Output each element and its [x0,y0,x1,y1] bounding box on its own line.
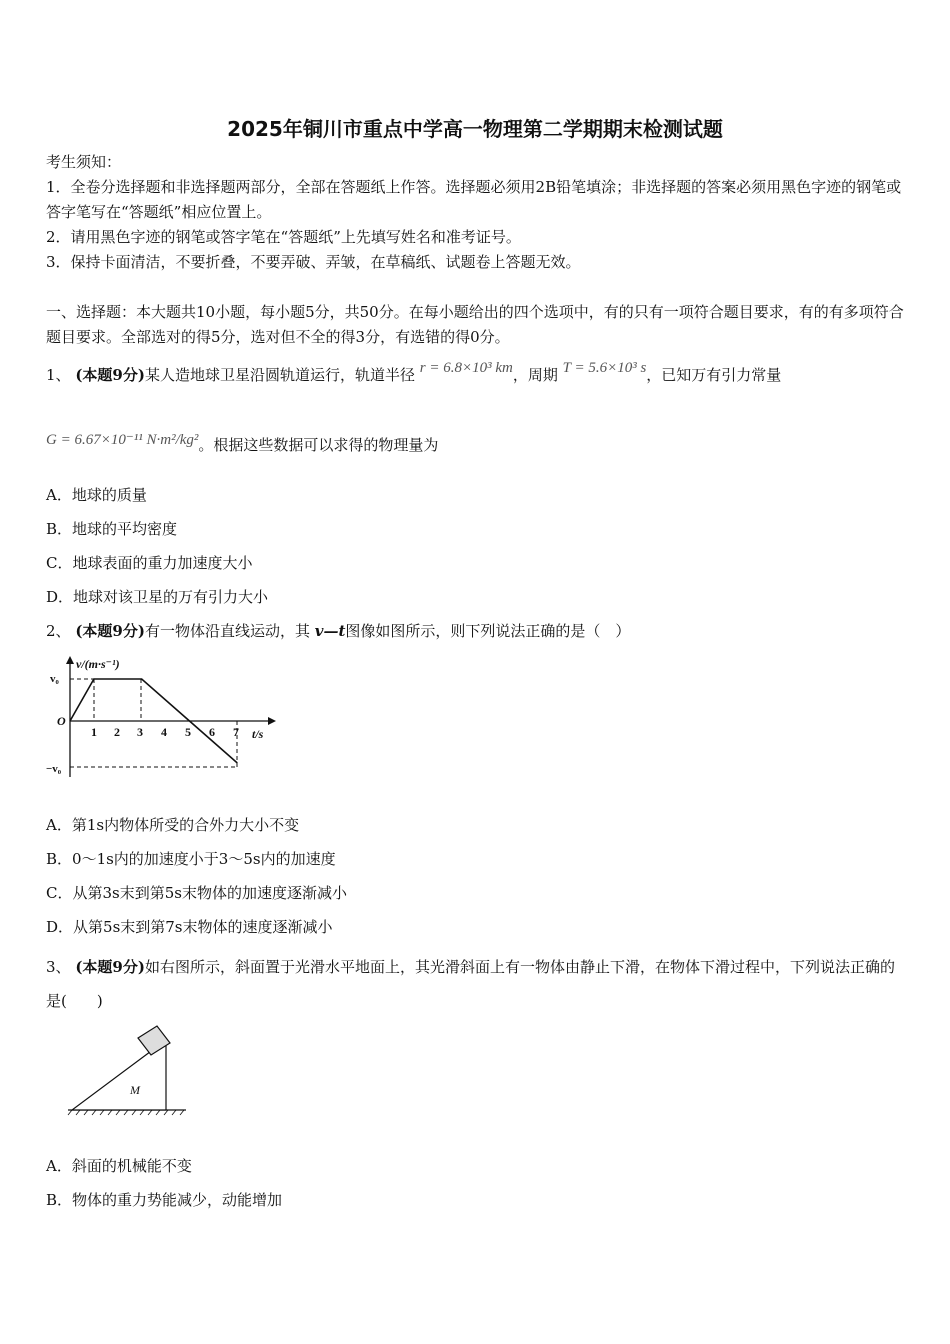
x-axis-arrow [268,717,276,725]
q2-option-a: A．第1s内物体所受的合外力大小不变 [46,816,300,834]
page-title: 2025年铜川市重点中学高一物理第二学期期末检测试题 [227,117,723,141]
q1-option-a: A．地球的质量 [46,486,147,504]
question-3-number: 3、 [46,958,71,976]
question-2-number: 2、 [46,622,71,640]
tick-7: 7 [233,725,239,739]
question-3-text: 如右图所示，斜面置于光滑水平地面上，其光滑斜面上有一物体由静止下滑，在物体下滑过程中，下列说法正确的是( ) [46,958,895,1010]
q2-option-c: C．从第3s末到第5s末物体的加速度逐渐减小 [46,884,347,902]
orbit-period: T = 5.6×10³ s [562,360,647,376]
q1-option-b: B．地球的平均密度 [46,520,178,538]
tick-5: 5 [185,725,191,739]
q3-option-b: B．物体的重力势能减少，动能增加 [46,1191,283,1209]
vt-label: v—t [314,622,346,640]
q3-option-a: A．斜面的机械能不变 [46,1157,192,1175]
q1-option-c: C．地球表面的重力加速度大小 [46,554,253,572]
q2-option-d: D．从第5s末到第7s末物体的速度逐渐减小 [46,918,333,936]
vt-graph [46,652,286,782]
question-3-score: (本题9分) [75,958,145,976]
y-axis-label: v/(m·s⁻¹) [76,657,120,671]
q1-option-d: D．地球对该卫星的万有引力大小 [46,588,269,606]
incline-figure [46,1020,196,1120]
question-2-stem [46,620,630,641]
question-1-stem-cont [46,434,438,455]
question-3-stem [46,950,908,1018]
question-1-text-c: ，已知万有引力常量 [646,366,782,384]
tick-4: 4 [161,725,167,739]
question-1-score: (本题9分) [75,366,145,384]
y-axis-arrow [66,656,74,664]
x-axis-label: t/s [252,727,264,741]
wedge-mass-label: M [130,1083,140,1097]
neg-v0-label: −v₀ [46,763,62,775]
v0-label: v₀ [50,673,59,685]
tick-6: 6 [209,725,215,739]
notice-heading: 考生须知： [46,153,122,171]
notice-item-3: 3．保持卡面清洁，不要折叠，不要弄破、弄皱，在草稿纸、试题卷上答题无效。 [46,253,581,271]
question-1-number: 1、 [46,366,71,384]
question-1-text-d: 。根据这些数据可以求得的物理量为 [198,436,439,454]
q2-option-b: B．0～1s内的加速度小于3～5s内的加速度 [46,850,336,868]
question-2-text-a: 有一物体沿直线运动，其 [144,622,310,640]
section-intro: 一、选择题：本大题共10小题，每小题5分，共50分。在每小题给出的四个选项中，有的只有一项符合题目要求，有的有多项符合题目要求。全部选对的得5分，选对但不全的得3分，有选错的得0分。 [46,303,904,346]
gravitational-constant: G = 6.67×10⁻¹¹ N·m²/kg² [46,432,199,448]
tick-3: 3 [137,725,143,739]
orbit-radius: r = 6.8×10³ km [419,360,513,376]
notice-item-2: 2．请用黑色字迹的钢笔或答字笔在“答题纸”上先填写姓名和准考证号。 [46,228,521,246]
ground-hatching [68,1110,184,1115]
question-1-stem [46,360,782,385]
tick-2: 2 [114,725,120,739]
question-1-text-b: ，周期 [512,366,558,384]
notice-item-1: 1．全卷分选择题和非选择题两部分，全部在答题纸上作答。选择题必须用2B铅笔填涂；非选择题的答案必须用黑色字迹的钢笔或答字笔写在“答题纸”相应位置上。 [46,178,902,221]
tick-1: 1 [91,725,97,739]
question-1-text-a: 某人造地球卫星沿圆轨道运行，轨道半径 [144,366,415,384]
question-2-text-b: 图像如图所示，则下列说法正确的是（ ） [345,622,631,640]
origin-label: O [57,714,66,728]
question-2-score: (本题9分) [75,622,145,640]
